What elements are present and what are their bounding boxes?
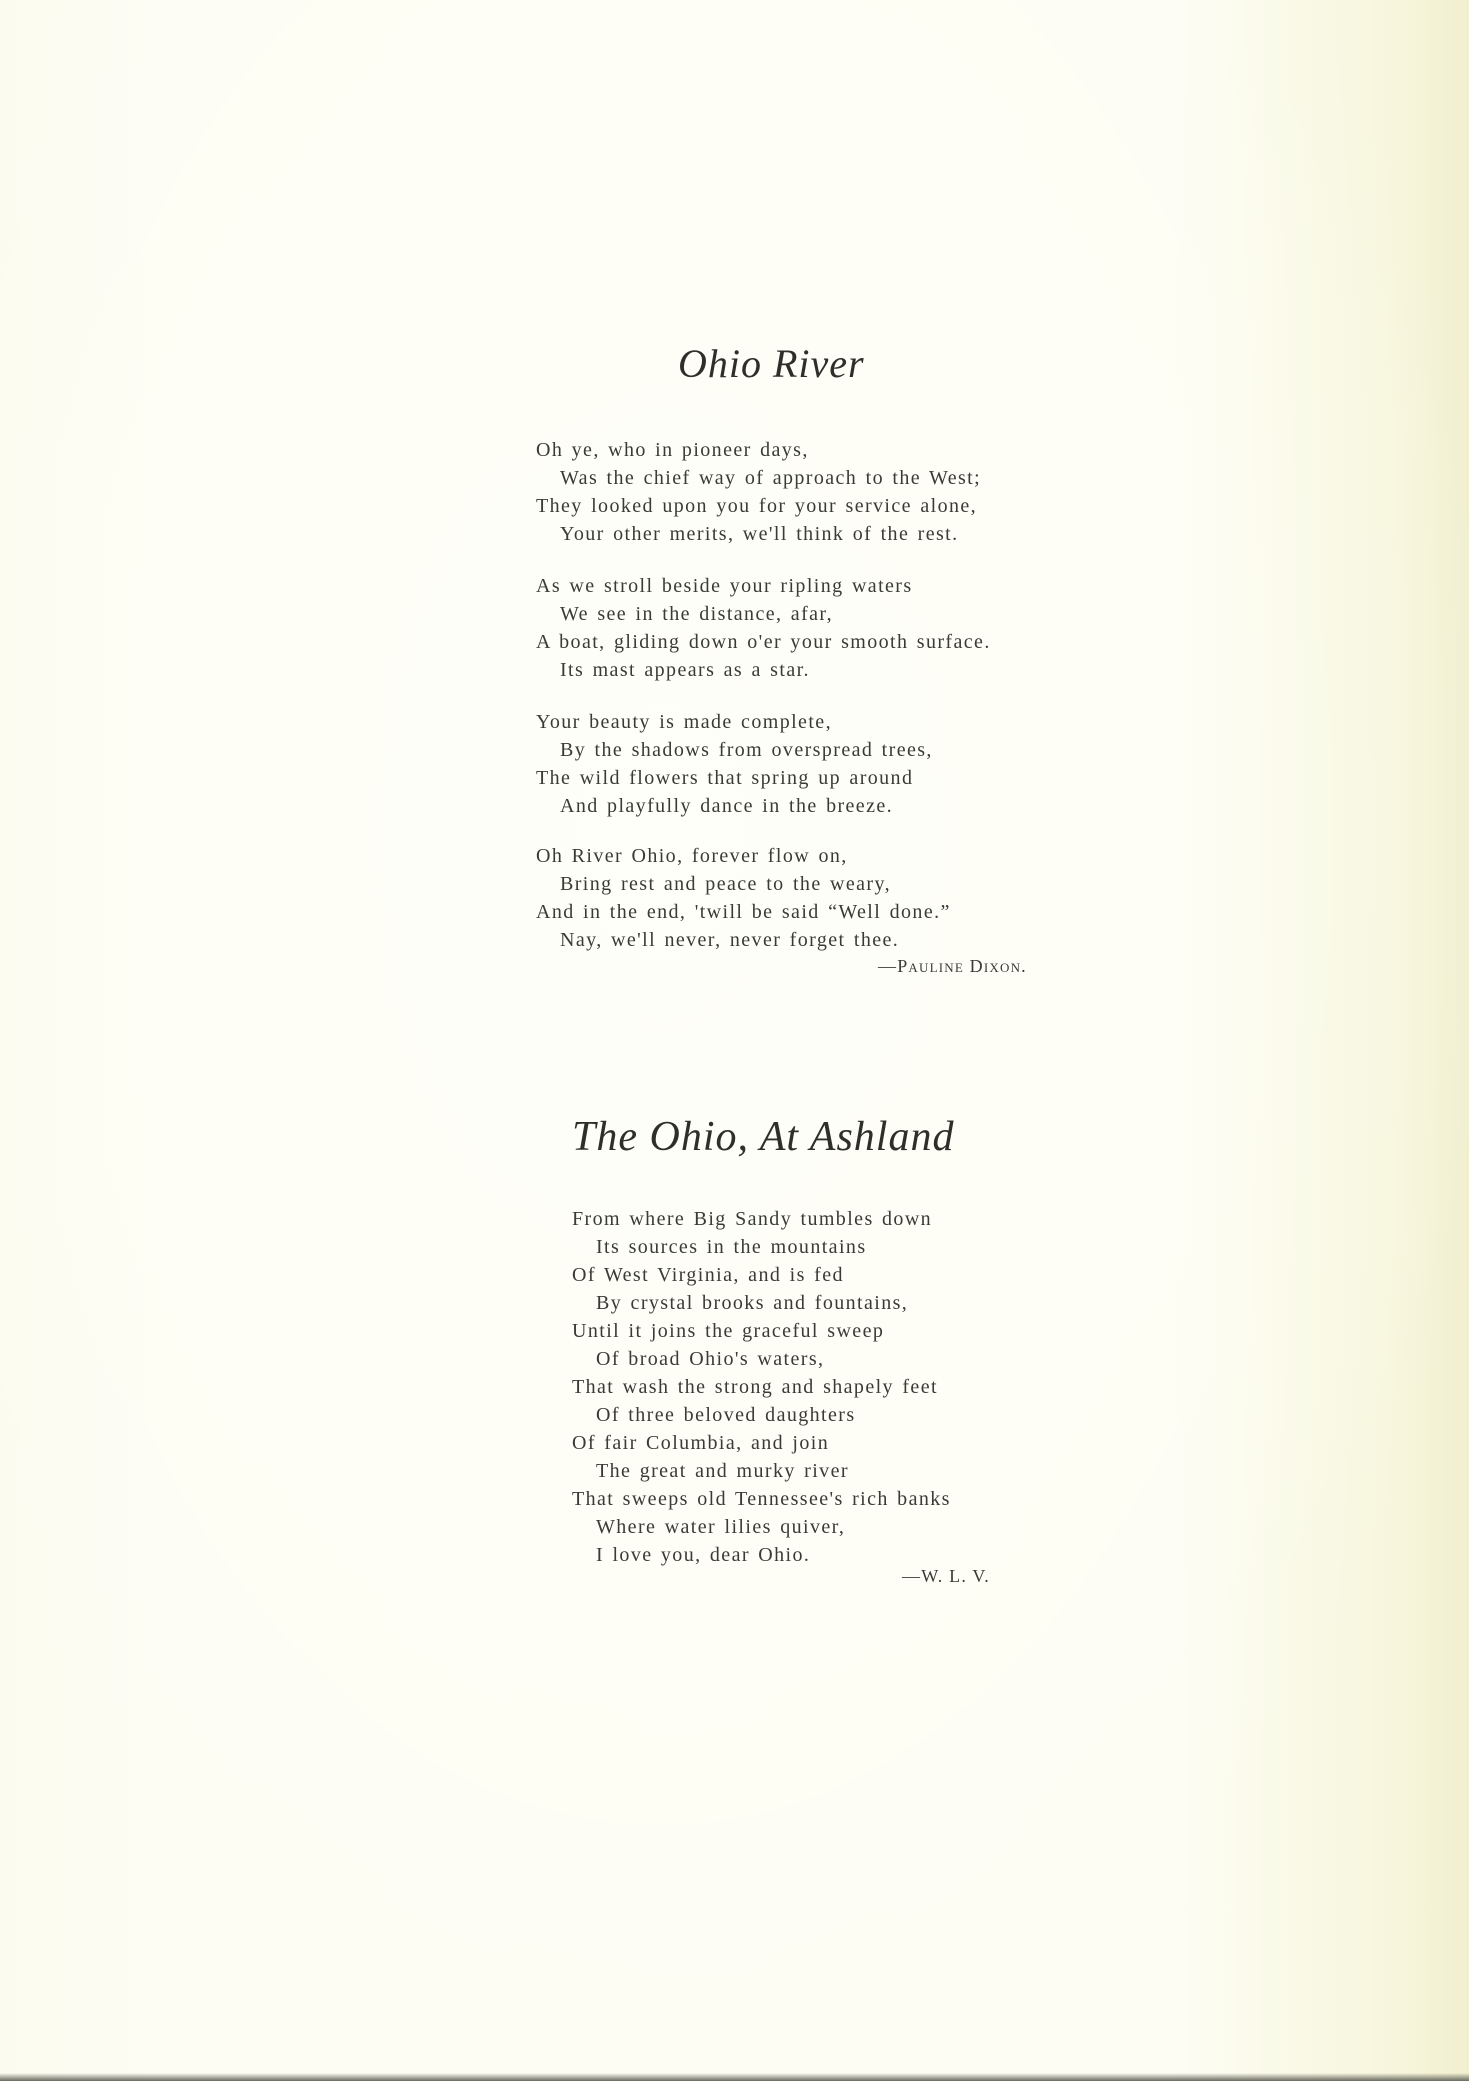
poem-line: Your beauty is made complete, (536, 711, 832, 733)
poem-line: Bring rest and peace to the weary, (560, 873, 891, 895)
poem-line: By the shadows from overspread trees, (560, 739, 933, 761)
poem-line: Where water lilies quiver, (596, 1516, 846, 1538)
poem-line: Of fair Columbia, and join (572, 1432, 830, 1454)
poem-line: From where Big Sandy tumbles down (572, 1208, 933, 1230)
poem-line: Your other merits, we'll think of the rest. (560, 523, 959, 545)
poem-line: By crystal brooks and fountains, (596, 1292, 909, 1314)
poem-line: Of three beloved daughters (596, 1404, 856, 1426)
stanza (536, 842, 951, 954)
poem-line: Nay, we'll never, never forget thee. (560, 929, 900, 951)
poem-line: Of West Virginia, and is fed (572, 1264, 844, 1286)
poem-attribution: —Pauline Dixon. (878, 956, 1027, 976)
poem-line: Oh River Ohio, forever flow on, (536, 845, 848, 867)
stanza (536, 572, 991, 684)
poem-line: Its mast appears as a star. (560, 659, 810, 681)
poem-title: Ohio River (678, 341, 865, 386)
poem-line: Oh ye, who in pioneer days, (536, 439, 809, 461)
poem-line: And in the end, 'twill be said “Well done.” (536, 901, 951, 923)
stanza (536, 708, 933, 820)
stanza (536, 436, 981, 548)
poem-line: Until it joins the graceful sweep (572, 1320, 885, 1342)
poem-line: And playfully dance in the breeze. (560, 795, 894, 817)
poem-line: That wash the strong and shapely feet (572, 1376, 938, 1398)
poem-line: They looked upon you for your service alone, (536, 495, 978, 517)
poem-line: That sweeps old Tennessee's rich banks (572, 1488, 951, 1510)
poem-attribution: —W. L. V. (902, 1566, 990, 1586)
poem-line: Of broad Ohio's waters, (596, 1348, 825, 1370)
poem-title: The Ohio, At Ashland (572, 1114, 955, 1160)
poem-line: Its sources in the mountains (596, 1236, 867, 1258)
poem-line: A boat, gliding down o'er your smooth surface. (536, 631, 991, 653)
poem-line: The wild flowers that spring up around (536, 767, 914, 789)
poem-line: As we stroll beside your ripling waters (536, 575, 913, 597)
poem-line: We see in the distance, afar, (560, 603, 834, 625)
stanza (572, 1205, 951, 1569)
poem-line: I love you, dear Ohio. (596, 1544, 811, 1566)
poem-line: Was the chief way of approach to the West; (560, 467, 982, 489)
page-bottom-edge (0, 2073, 1469, 2081)
poem-line: The great and murky river (596, 1460, 849, 1482)
